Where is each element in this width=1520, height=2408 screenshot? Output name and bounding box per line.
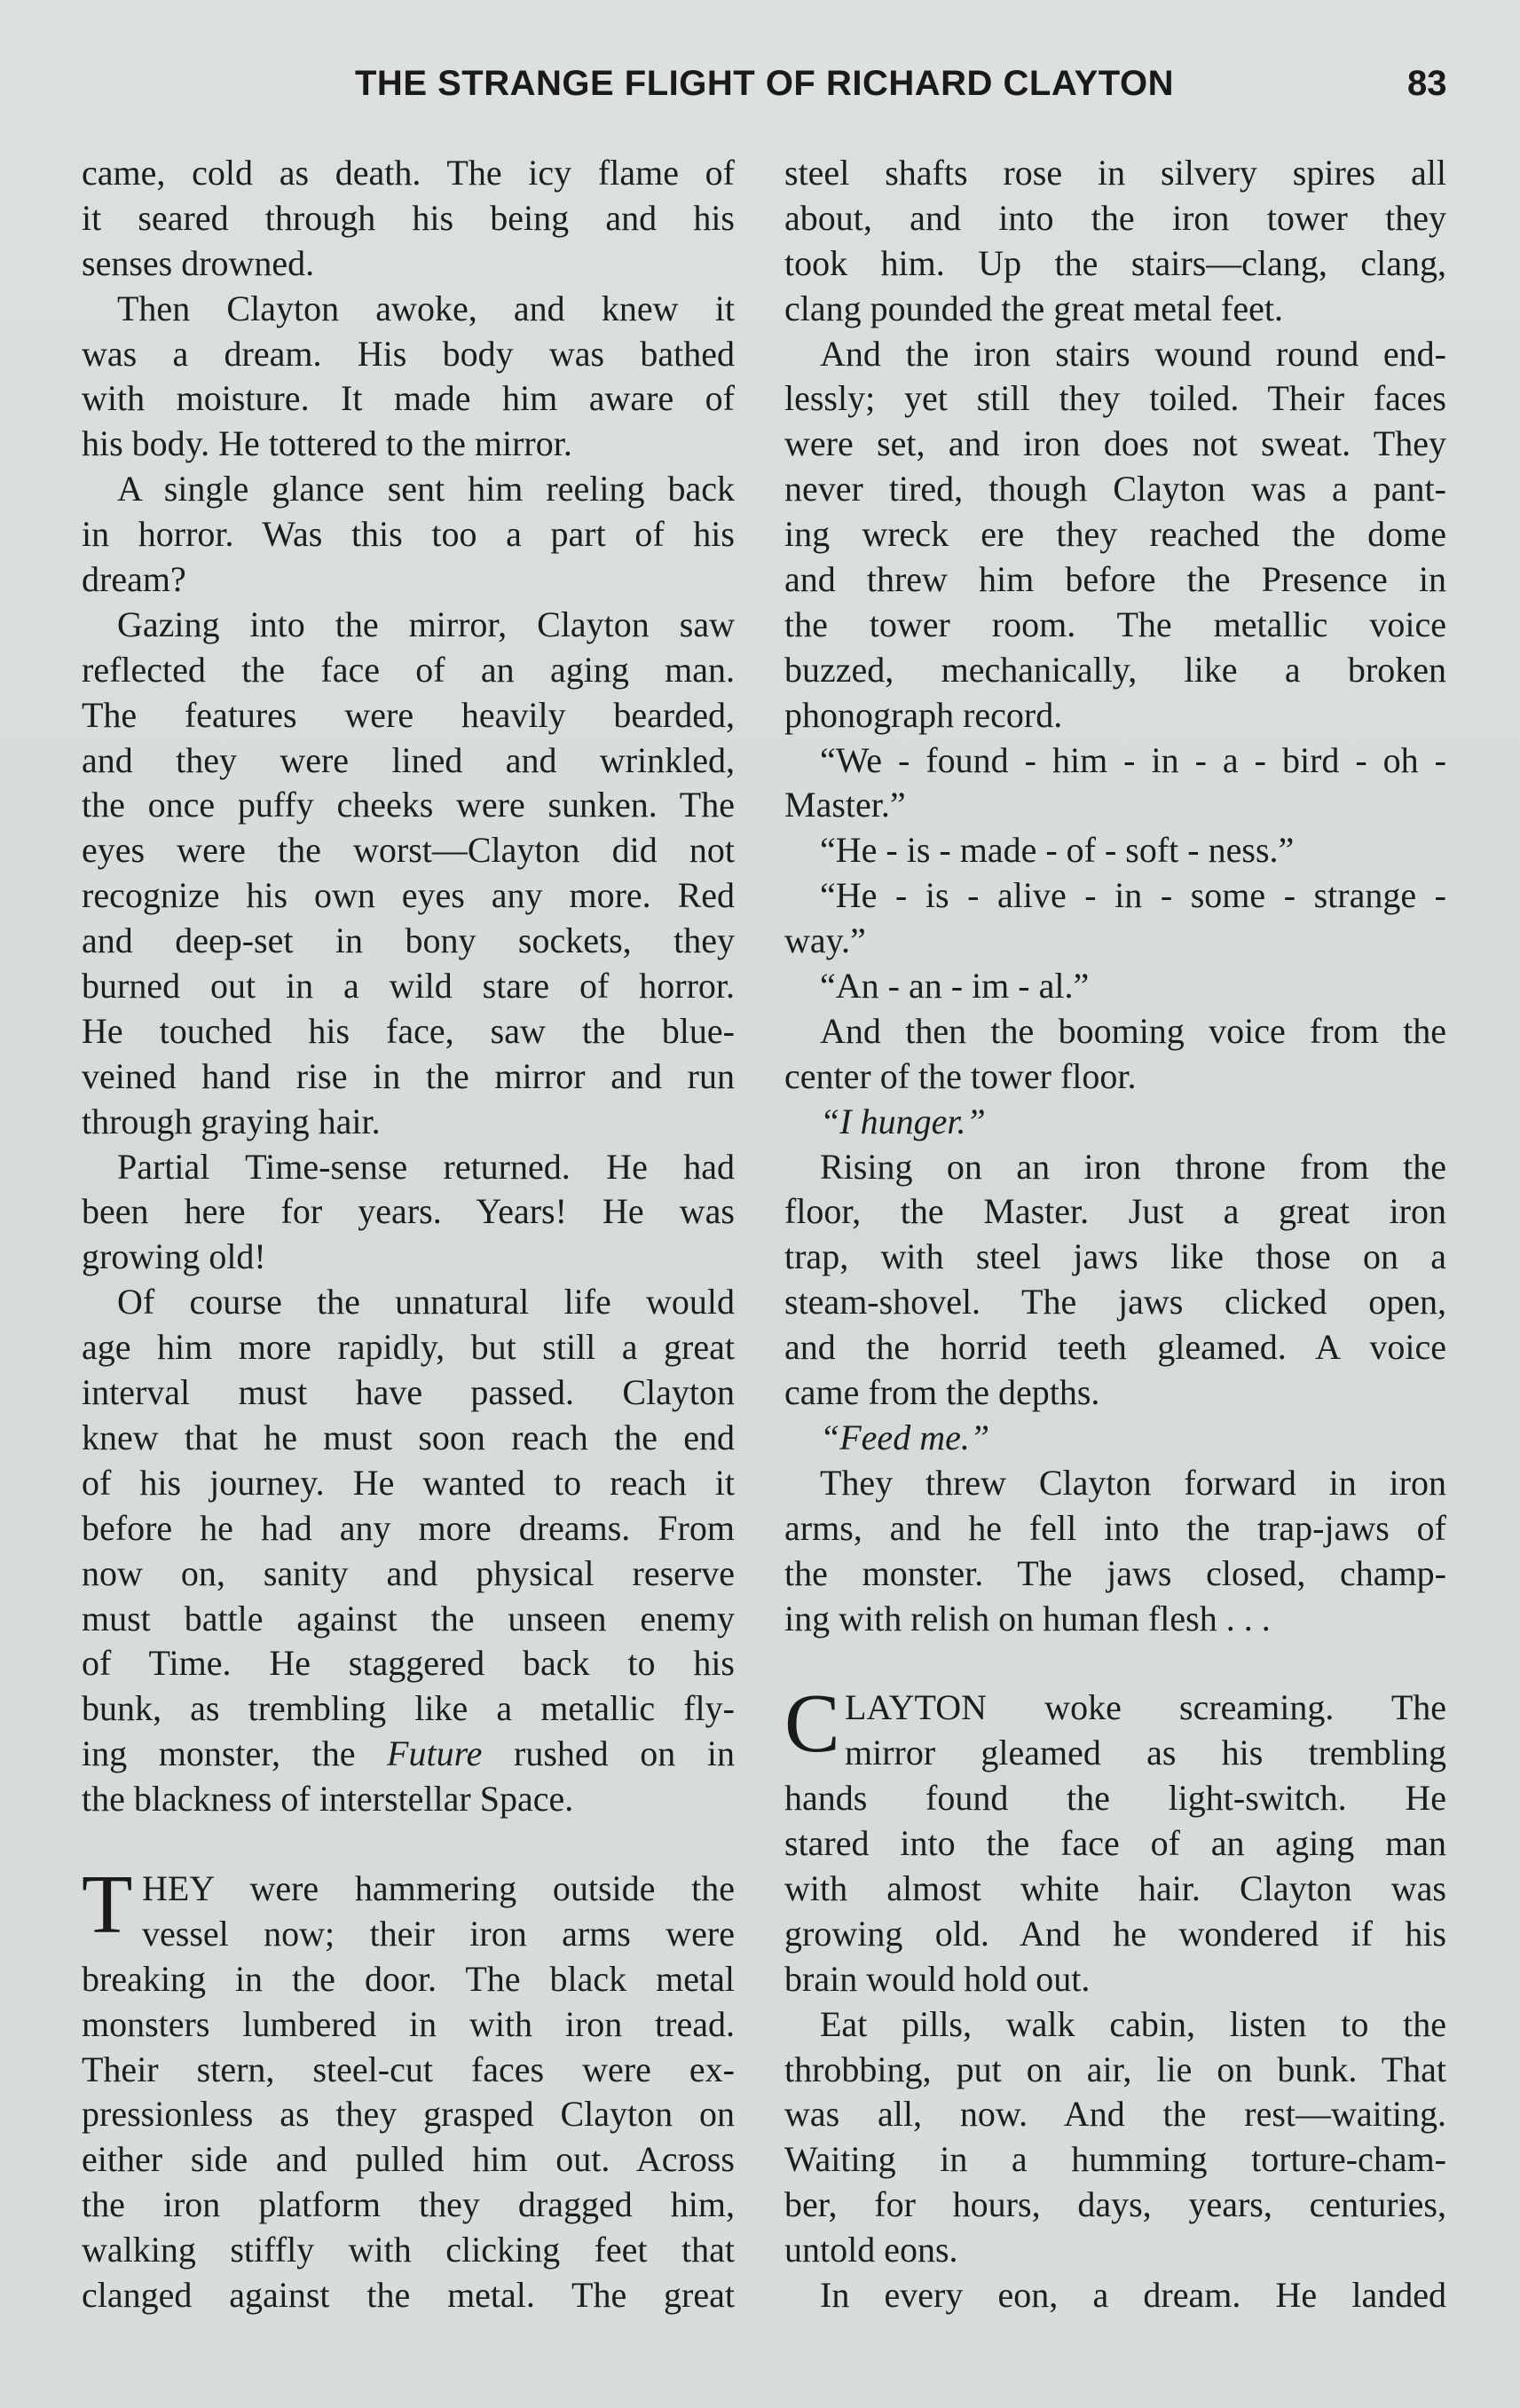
text-line: and the horrid teeth gleamed. A voice [784, 1327, 1446, 1368]
section-break [784, 1641, 1446, 1686]
text-line: vessel now; their iron arms were [142, 1913, 735, 1954]
running-title: THE STRANGE FLIGHT OF RICHARD CLAYTON [355, 64, 1174, 103]
text-line: Then Clayton awoke, and knew it [117, 288, 735, 328]
text-line: veined hand rise in the mirror and run [82, 1055, 735, 1096]
text-line: never tired, though Clayton was a pant- [784, 469, 1446, 509]
text-line: HEY were hammering outside the [142, 1867, 735, 1908]
text-line: either side and pulled him out. Across [82, 2139, 735, 2180]
text-line: before he had any more dreams. From [82, 1507, 735, 1548]
text-line: Eat pills, walk cabin, listen to the [820, 2003, 1446, 2044]
text-line: knew that he must soon reach the end [82, 1417, 735, 1457]
text-line: of his journey. He wanted to reach it [82, 1462, 735, 1503]
text-line: growing old! [82, 1236, 266, 1277]
text-line: ing monster, the Future rushed on in [82, 1733, 735, 1774]
text-line: ber, for hours, days, years, centuries, [784, 2184, 1446, 2225]
text-line: “He - is - made - of - soft - ness.” [820, 830, 1295, 871]
text-line: trap, with steel jaws like those on a [784, 1236, 1446, 1277]
text-line: Master.” [784, 785, 906, 825]
text-line: LAYTON woke screaming. The [845, 1687, 1446, 1728]
text-line: steam-shovel. The jaws clicked open, [784, 1282, 1446, 1322]
section-break [82, 1822, 735, 1867]
text-line: dream? [82, 559, 186, 600]
text-line: Partial Time-sense returned. He had [117, 1146, 735, 1187]
text-line: now on, sanity and physical reserve [82, 1552, 735, 1593]
text-line: of Time. He staggered back to his [82, 1643, 735, 1684]
text-line: and threw him before the Presence in [784, 559, 1446, 600]
text-line: eyes were the worst—Clayton did not [82, 830, 735, 871]
text-line: A single glance sent him reeling back [117, 469, 735, 509]
text-line: phonograph record. [784, 694, 1063, 735]
text-line: hands found the light-switch. He [784, 1778, 1446, 1819]
text-line: the tower room. The metallic voice [784, 604, 1446, 644]
text-line: Rising on an iron throne from the [820, 1146, 1446, 1187]
text-line: reflected the face of an aging man. [82, 649, 735, 690]
text-line: steel shafts rose in silvery spires all [784, 153, 1446, 193]
text-line: “Feed me.” [820, 1417, 990, 1457]
text-line: walking stiffly with clicking feet that [82, 2230, 735, 2270]
text-line: “I hunger.” [820, 1101, 986, 1141]
text-line: center of the tower floor. [784, 1055, 1137, 1096]
text-line: and they were lined and wrinkled, [82, 739, 735, 780]
drop-cap: T [82, 1858, 133, 1951]
text-line: growing old. And he wondered if his [784, 1913, 1446, 1954]
text-line: came from the depths. [784, 1372, 1100, 1413]
text-line: brain would hold out. [784, 1958, 1091, 1999]
text-line: burned out in a wild stare of horror. [82, 966, 735, 1007]
text-line: stared into the face of an aging man [784, 1823, 1446, 1864]
text-line: mirror gleamed as his trembling [845, 1733, 1446, 1773]
text-line: untold eons. [784, 2230, 958, 2270]
text-line: interval must have passed. Clayton [82, 1372, 735, 1413]
text-line: arms, and he fell into the trap-jaws of [784, 1507, 1446, 1548]
text-line: must battle against the unseen enemy [82, 1598, 735, 1638]
text-line: the monster. The jaws closed, champ- [784, 1552, 1446, 1593]
text-line: Of course the unnatural life would [117, 1282, 735, 1322]
dropcap-paragraph [784, 1678, 1446, 1776]
page-header [0, 64, 1520, 117]
text-line: clang pounded the great metal feet. [784, 288, 1283, 328]
text-line: with moisture. It made him aware of [82, 378, 735, 419]
drop-cap: C [784, 1678, 840, 1771]
text-line: in horror. Was this too a part of his [82, 514, 735, 555]
text-line: monsters lumbered in with iron tread. [82, 2003, 735, 2044]
text-line: way.” [784, 920, 866, 961]
text-line: ing wreck ere they reached the dome [784, 514, 1446, 555]
text-line: the iron platform they dragged him, [82, 2184, 735, 2225]
text-line: throbbing, put on air, lie on bunk. That [784, 2049, 1446, 2089]
text-line: He touched his face, saw the blue- [82, 1010, 735, 1051]
text-line: ing with relish on human flesh . . . [784, 1598, 1271, 1638]
text-line: the once puffy cheeks were sunken. The [82, 785, 735, 825]
text-line: “An - an - im - al.” [820, 966, 1090, 1007]
text-line: the blackness of interstellar Space. [82, 1779, 574, 1820]
text-line: lessly; yet still they toiled. Their faces [784, 378, 1446, 419]
text-line: his body. He tottered to the mirror. [82, 423, 572, 464]
page-number: 83 [1407, 64, 1447, 103]
text-line: Their stern, steel-cut faces were ex- [82, 2049, 735, 2089]
text-line: “We - found - him - in - a - bird - oh - [820, 739, 1446, 780]
text-line: and deep-set in bony sockets, they [82, 920, 735, 961]
text-line: The features were heavily bearded, [82, 694, 735, 735]
text-line: buzzed, mechanically, like a broken [784, 649, 1446, 690]
text-line: And then the booming voice from the [820, 1010, 1446, 1051]
text-line: floor, the Master. Just a great iron [784, 1191, 1446, 1232]
text-line: Waiting in a humming torture-cham- [784, 2139, 1446, 2180]
text-line: were set, and iron does not sweat. They [784, 423, 1446, 464]
text-line: And the iron stairs wound round end- [820, 333, 1446, 374]
text-line: “He - is - alive - in - some - strange - [820, 875, 1446, 916]
text-line: In every eon, a dream. He landed [820, 2274, 1446, 2315]
text-line: about, and into the iron tower they [784, 197, 1446, 238]
text-line: Gazing into the mirror, Clayton saw [117, 604, 735, 644]
text-line: clanged against the metal. The great [82, 2274, 735, 2315]
text-line: bunk, as trembling like a metallic fly- [82, 1688, 735, 1729]
left-column [82, 151, 735, 2318]
text-line: senses drowned. [82, 242, 315, 283]
text-line: came, cold as death. The icy flame of [82, 153, 735, 193]
text-line: was a dream. His body was bathed [82, 333, 735, 374]
text-line: was all, now. And the rest—waiting. [784, 2094, 1446, 2135]
text-line: breaking in the door. The black metal [82, 1958, 735, 1999]
text-line: been here for years. Years! He was [82, 1191, 735, 1232]
text-line: They threw Clayton forward in iron [820, 1462, 1446, 1503]
text-line: age him more rapidly, but still a great [82, 1327, 735, 1368]
text-line: through graying hair. [82, 1101, 381, 1141]
text-line: with almost white hair. Clayton was [784, 1867, 1446, 1908]
text-line: it seared through his being and his [82, 197, 735, 238]
text-line: recognize his own eyes any more. Red [82, 875, 735, 916]
text-line: pressionless as they grasped Clayton on [82, 2094, 735, 2135]
dropcap-paragraph [82, 1858, 735, 1957]
text-line: took him. Up the stairs—clang, clang, [784, 242, 1446, 283]
right-column [784, 151, 1446, 2318]
